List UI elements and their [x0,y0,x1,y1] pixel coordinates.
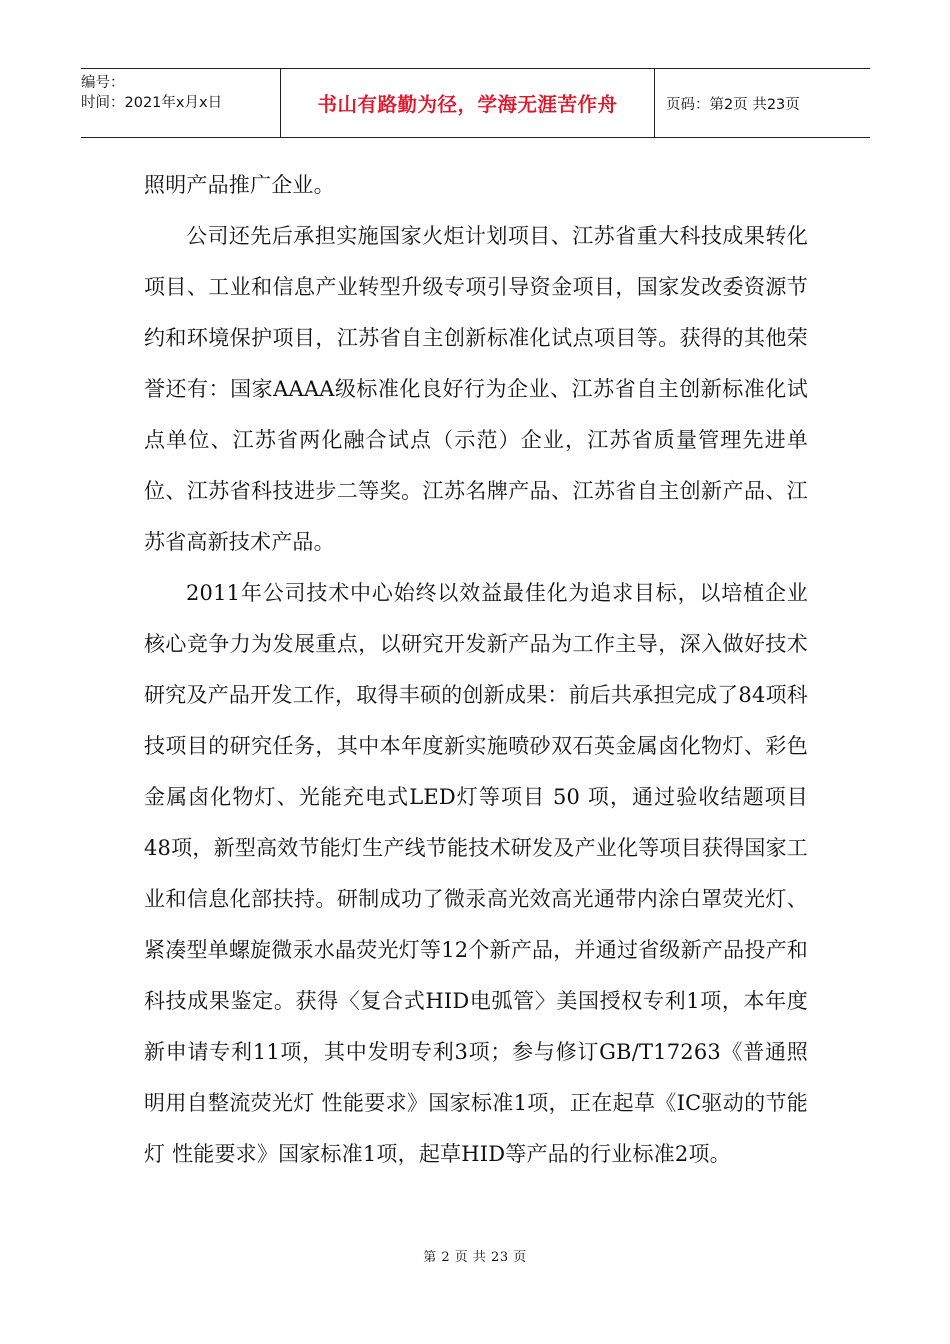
header-page-info-cell [655,69,870,137]
document-body [144,160,808,1180]
header-motto: 书山有路勤为径，学海无涯苦作舟 [317,93,618,116]
document-number-label: 编号： [81,75,125,91]
paragraph-continuation: 照明产品推广企业。 [144,173,335,197]
header-page-info: 页码：第2页 共23页 [666,96,800,113]
page-header [81,68,870,138]
paragraph-honors: 公司还先后承担实施国家火炬计划项目、江苏省重大科技成果转化项目、工业和信息产业转型升级专项引导资金项目，国家发改委资源节约和环境保护项目，江苏省自主创新标准化试点项目等。获得的其他荣誉还有：国家AAAA级标准化良好行为企业、江苏省自主创新标准化试点单位、江苏省两化融合试点（示范）企业，江苏省质量管理先进单位、江苏省科技进步二等奖。江苏名牌产品、江苏省自主创新产品、江苏省高新技术产品。 [144,224,808,554]
page-footer: 第 2 页 共 23 页 [423,1250,527,1265]
document-time-label: 时间：2021年x月x日 [81,95,223,111]
paragraph-tech-center-2011: 2011年公司技术中心始终以效益最佳化为追求目标，以培植企业核心竞争力为发展重点，以研究开发新产品为工作主导，深入做好技术研究及产品开发工作，取得丰硕的创新成果：前后共承担完成了84项科技项目的研究任务，其中本年度新实施喷砂双石英金属卤化物灯、彩色金属卤化物灯、光能充电式LED灯等项目 50 项，通过验收结题项目48项，新型高效节能灯生产线节能技术研发及产业化等项目获得国家工业和信息化部扶持。研制成功了微汞高光效高光通带内涂白罩荧光灯、紧凑型单螺旋微汞水晶荧光灯等12个新产品，并通过省级新产品投产和科技成果鉴定。获得〈复合式HID电弧管〉美国授权专利1项，本年度新申请专利11项，其中发明专利3项；参与修订GB/T17263《普通照明用自整流荧光灯 性能要求》国家标准1项，正在起草《IC驱动的节能灯 性能要求》国家标准1项，起草HID等产品的行业标准2项。 [144,581,808,1166]
header-motto-cell [281,69,655,137]
header-meta [81,69,281,137]
